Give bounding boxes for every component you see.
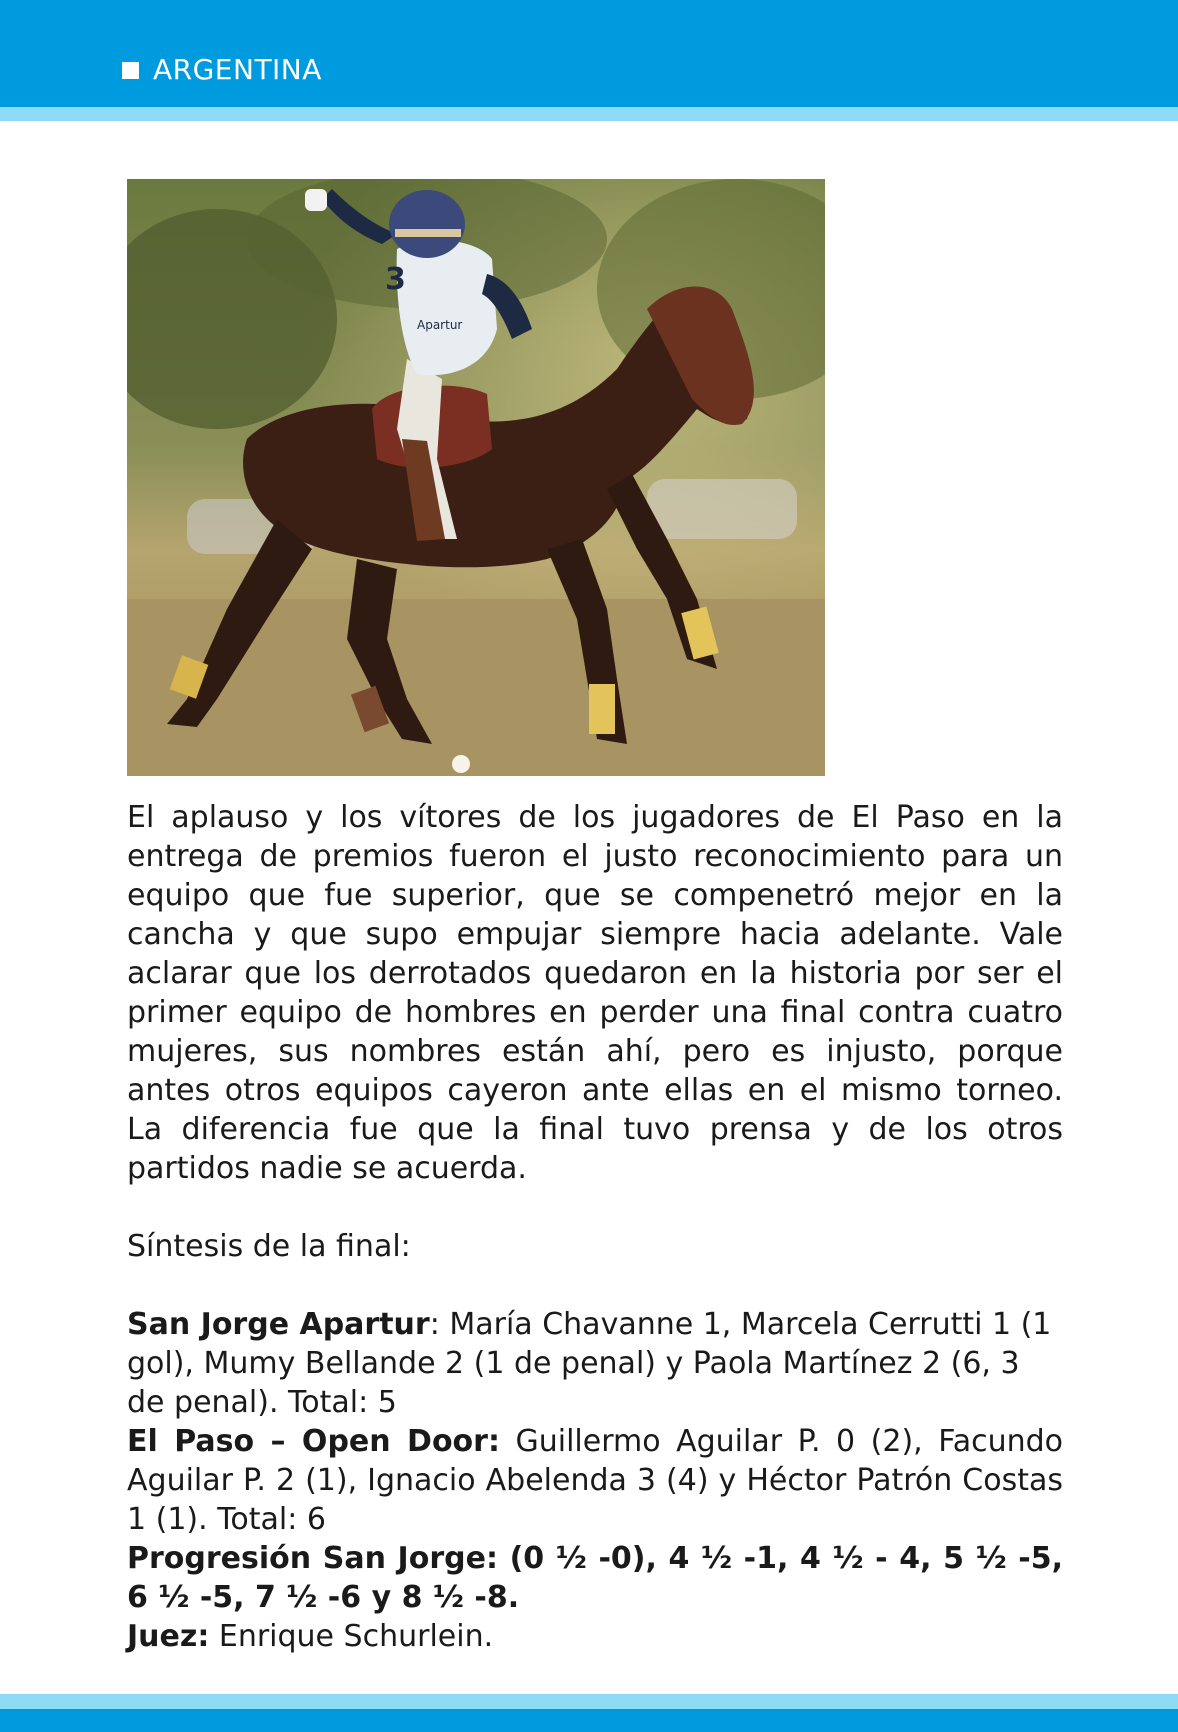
progression-entry xyxy=(127,1539,1063,1617)
header-bullet-icon xyxy=(122,62,139,79)
team1-entry xyxy=(127,1305,1063,1422)
footer-stripe xyxy=(0,1694,1178,1709)
synthesis-heading: Síntesis de la final: xyxy=(127,1229,411,1264)
team1-total: Total: 5 xyxy=(288,1385,397,1420)
article-paragraph: El aplauso y los vítores de los jugadores de El Paso en la entrega de premios fueron el justo reconocimiento para un equipo que fue superior, que se compenetró mejor en la cancha y que supo empujar siempre hacia adelante. Vale aclarar que los derrotados quedaron en la historia por ser el primer equipo de hombres en perder una final contra cuatro mujeres, sus nombres están ahí, pero es injusto, porque antes otros equipos cayeron ante ellas en el mismo torneo. La diferencia fue que la final tuvo prensa y de los otros partidos nadie se acuerda. xyxy=(127,800,1063,1186)
progression-value: (0 ½ -0), 4 ½ -1, 4 ½ - 4, 5 ½ -5, 6 ½ -5, 7 ½ -6 y 8 ½ -8. xyxy=(127,1541,1063,1615)
judge-entry xyxy=(127,1617,1063,1656)
judge-label: Juez: xyxy=(127,1619,210,1654)
team2-players: Guillermo Aguilar P. 0 (2), Facundo Aguilar P. 2 (1), Ignacio Abelenda 3 (4) y Héctor Patrón Costas 1 (1). xyxy=(127,1424,1064,1537)
section-title: ARGENTINA xyxy=(153,53,322,86)
team2-total: Total: 6 xyxy=(217,1502,326,1537)
shirt-number: 3 xyxy=(385,262,406,297)
article-body xyxy=(127,798,1063,1656)
team1-name: San Jorge Apartur xyxy=(127,1307,430,1342)
polo-player-photo xyxy=(127,179,825,776)
judge-value: Enrique Schurlein. xyxy=(209,1619,494,1654)
progression-label: Progresión San Jorge: xyxy=(127,1541,498,1576)
team1-players: : María Chavanne 1, Marcela Cerrutti 1 (1 gol), Mumy Bellande 2 (1 de penal) y Paola Martínez 2 (6, 3 de penal). xyxy=(127,1307,1052,1420)
team2-name: El Paso – Open Door: xyxy=(127,1424,500,1459)
footer-band xyxy=(0,1709,1178,1732)
header-stripe xyxy=(0,107,1178,121)
shirt-text: Apartur xyxy=(417,318,463,332)
team2-entry xyxy=(127,1422,1063,1539)
